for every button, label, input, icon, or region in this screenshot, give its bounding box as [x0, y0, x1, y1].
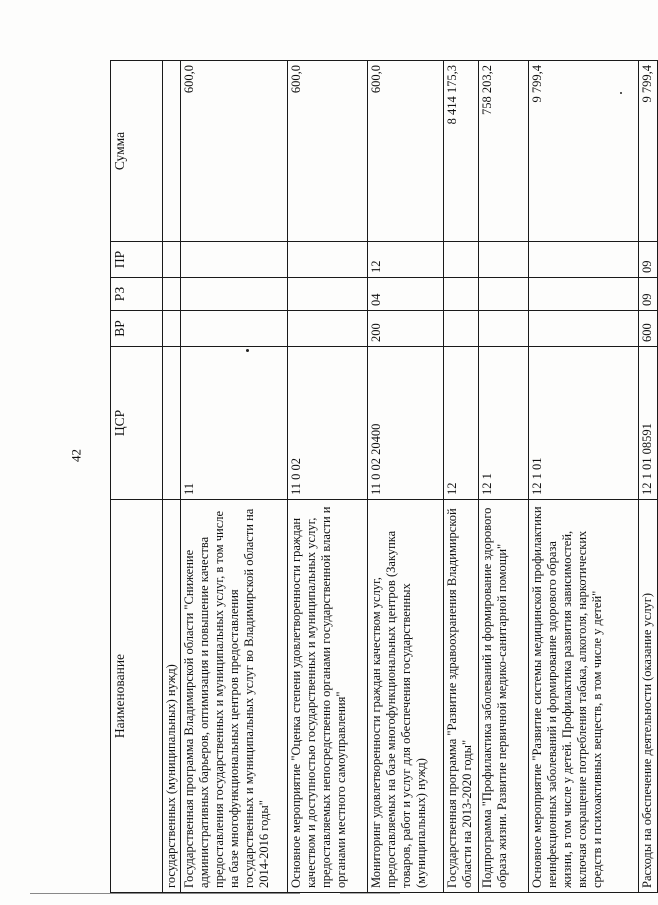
row-rz — [163, 278, 181, 311]
row-name: Государственная программа Владимирской области "Снижение административных барьеров, оптимизация и повышение качества предоставления государственных и муниципальных услуг, в том числе на базе многофункциональных центров предоставления государственных и муниципальных услуг во Владимирской области на 2014-2016 годы" — [181, 500, 288, 893]
rotated-table-container — [110, 61, 654, 893]
row-name: Основное мероприятие "Развитие системы медицинской профилактики неинфекционных заболеваний и формирование здорового образа жизни, в том числе у детей. Профилактика развития зависимостей, включая сокращение потребления табака, алкоголя, наркотических средств и психоактивных веществ, в том числе у детей" — [529, 500, 639, 893]
table-row — [444, 61, 479, 893]
row-rz — [444, 278, 479, 311]
row-rz: 04 — [368, 278, 444, 311]
row-csr: 12 1 — [479, 347, 529, 500]
table-row — [163, 61, 181, 893]
row-sum: 600,0 — [181, 61, 288, 242]
row-vr: 600 — [639, 311, 658, 347]
row-pr — [181, 242, 288, 278]
header-vr: ВР — [111, 311, 163, 347]
row-rz — [479, 278, 529, 311]
row-pr — [444, 242, 479, 278]
table-row — [288, 61, 368, 893]
row-pr: 12 — [368, 242, 444, 278]
scan-edge-line — [340, 893, 400, 894]
row-vr — [288, 311, 368, 347]
row-sum: 600,0 — [368, 61, 444, 242]
row-csr: 11 0 02 20400 — [368, 347, 444, 500]
table-row — [181, 61, 288, 893]
row-rz — [529, 278, 639, 311]
header-rz: РЗ — [111, 278, 163, 311]
header-pr: ПР — [111, 242, 163, 278]
row-name: Мониторинг удовлетворенности граждан качеством услуг, предоставляемых на базе многофункциональных центров (Закупка товаров, работ и услуг для обеспечения государственных (муниципальных) нужд) — [368, 500, 444, 893]
row-vr — [181, 311, 288, 347]
header-row — [111, 61, 163, 893]
row-pr: 09 — [639, 242, 658, 278]
row-name: Расходы на обеспечение деятельности (оказание услуг) — [639, 500, 658, 893]
row-sum: 9 799,4 — [529, 61, 639, 242]
row-name: Подпрограмма "Профилактика заболеваний и формирование здорового образа жизни. Развитие первичной медико-санитарной помощи" — [479, 500, 529, 893]
budget-table — [110, 60, 658, 893]
row-vr — [529, 311, 639, 347]
row-csr: 12 1 01 08591 — [639, 347, 658, 500]
row-vr — [163, 311, 181, 347]
table-row — [368, 61, 444, 893]
row-sum: 758 203,2 — [479, 61, 529, 242]
row-pr — [529, 242, 639, 278]
row-csr: 11 — [181, 347, 288, 500]
row-vr: 200 — [368, 311, 444, 347]
row-vr — [444, 311, 479, 347]
header-csr: ЦСР — [111, 347, 163, 500]
row-rz — [181, 278, 288, 311]
row-sum: 9 799,4 — [639, 61, 658, 242]
row-pr — [479, 242, 529, 278]
row-pr — [288, 242, 368, 278]
row-name: государственных (муниципальных) нужд) — [163, 500, 181, 893]
header-sum: Сумма — [111, 61, 163, 242]
row-sum — [163, 61, 181, 242]
page-number: 42 — [68, 449, 84, 462]
row-pr — [163, 242, 181, 278]
row-csr: 12 — [444, 347, 479, 500]
row-vr — [479, 311, 529, 347]
row-rz: 09 — [639, 278, 658, 311]
table-row — [479, 61, 529, 893]
table-row — [639, 61, 658, 893]
row-csr: 12 1 01 — [529, 347, 639, 500]
row-rz — [288, 278, 368, 311]
scan-edge-line — [30, 893, 300, 894]
row-name: Основное мероприятие "Оценка степени удовлетворенности граждан качеством и доступностью государственных и муниципальных услуг, предоставляемых непосредственно органами государственной власти и органами местного самоуправления" — [288, 500, 368, 893]
row-sum: 8 414 175,3 — [444, 61, 479, 242]
row-name: Государственная программа "Развитие здравоохранения Владимирской области на 2013-2020 годы" — [444, 500, 479, 893]
header-name: Наименование — [111, 500, 163, 893]
row-csr — [163, 347, 181, 500]
row-sum: 600,0 — [288, 61, 368, 242]
table-row — [529, 61, 639, 893]
row-csr: 11 0 02 — [288, 347, 368, 500]
